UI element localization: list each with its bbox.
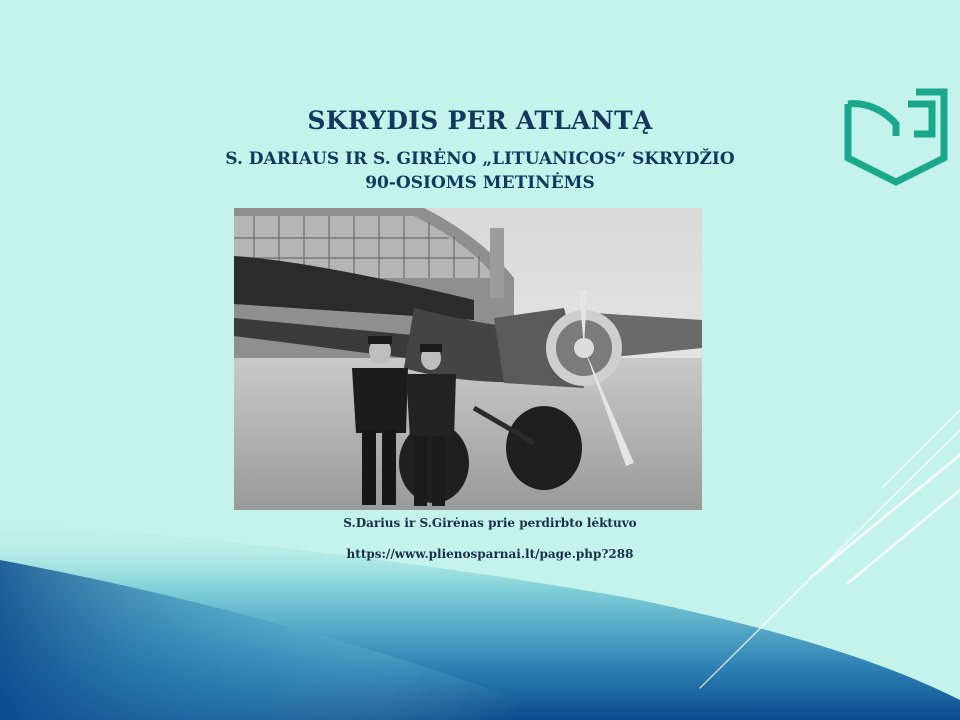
slide-title: SKRYDIS PER ATLANTĄ: [307, 106, 653, 135]
photo-source-link[interactable]: https://www.plienosparnai.lt/page.php?288: [346, 547, 634, 561]
subtitle-line-1: S. DARIAUS IR S. GIRĖNO „LITUANICOS“ SKRYDŽIO: [225, 149, 735, 169]
historical-photo: [234, 208, 702, 510]
open-book-logo-icon: [844, 88, 948, 186]
subtitle-line-2: 90-OSIOMS METINĖMS: [365, 173, 595, 193]
photo-caption: S.Darius ir S.Girėnas prie perdirbto lėktuvo: [343, 516, 637, 530]
